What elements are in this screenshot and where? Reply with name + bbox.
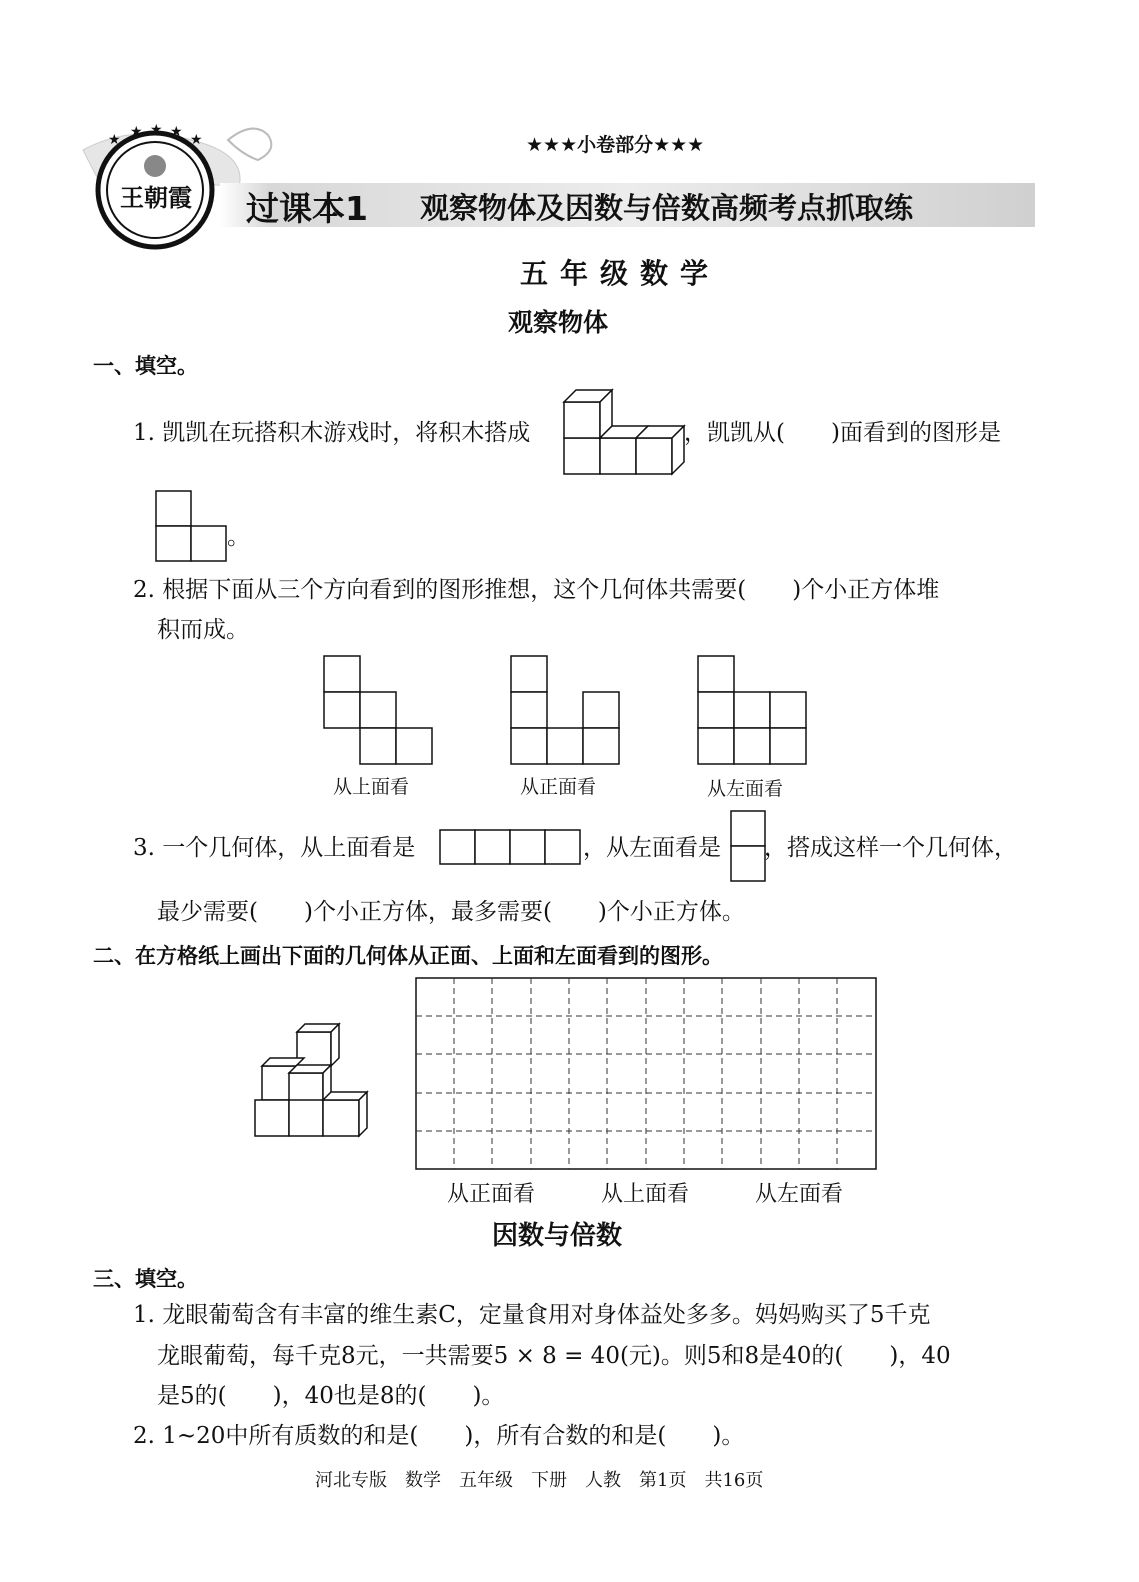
view-shape-figure [155,490,230,562]
grid-caption-left: 从左面看 [755,1182,844,1207]
section3-heading: 三、填空。 [93,1267,198,1291]
question-3-1-line2: 龙眼葡萄，每千克8元，一共需要5 × 8 = 40(元)。则5和8是40的( )，40 [157,1343,951,1369]
page-title: 五年级数学 [520,257,721,290]
question-3-2: 2. 1~20中所有质数的和是( )，所有合数的和是( )。 [133,1423,745,1449]
caption-left-view: 从左面看 [707,778,784,800]
svg-text:★: ★ [150,122,163,138]
top-view-figure [323,655,433,765]
question-1-1-text-b: ，凯凯从( )面看到的图形是 [684,420,1001,446]
front-view-figure [510,655,620,765]
part1-title: 观察物体 [508,308,609,337]
section2-heading: 二、在方格纸上画出下面的几何体从正面、上面和左面看到的图形。 [93,944,723,968]
caption-top-view: 从上面看 [333,776,410,798]
grid-caption-front: 从正面看 [447,1182,536,1207]
four-squares-row-figure [439,829,581,865]
svg-text:★: ★ [108,132,121,148]
cube-stack-figure [252,1022,377,1142]
left-view-figure [697,655,807,765]
question-1-1-end: 。 [227,524,250,550]
question-3-1-line3: 是5的( )，40也是8的( )。 [157,1383,505,1409]
svg-text:★: ★ [130,124,143,140]
dotted-grid-paper[interactable] [415,977,877,1170]
lesson-title: 观察物体及因数与倍数高频考点抓取练 [420,191,914,225]
caption-front-view: 从正面看 [520,776,597,798]
question-1-3-text-a: 3. 一个几何体，从上面看是 [133,835,416,861]
svg-text:★: ★ [190,132,203,148]
section1-heading: 一、填空。 [93,354,198,378]
header-tag: ★★★小卷部分★★★ [526,134,705,156]
question-1-3-text-c: ，搭成这样一个几何体， [764,835,1017,861]
question-1-1-text-a: 1. 凯凯在玩搭积木游戏时，将积木搭成 [133,420,531,446]
block-structure-figure [564,388,684,476]
question-1-2-line2: 积而成。 [157,617,249,643]
part2-title: 因数与倍数 [492,1221,623,1251]
question-1-3-line2: 最少需要( )个小正方体，最多需要( )个小正方体。 [157,899,745,925]
grid-caption-top: 从上面看 [601,1182,690,1207]
page-footer: 河北专版 数学 五年级 下册 人教 第1页 共16页 [315,1470,764,1491]
question-3-1-line1: 1. 龙眼葡萄含有丰富的维生素C，定量食用对身体益处多多。妈妈购买了5千克 [133,1302,931,1328]
lesson-number: 过课本1 [246,189,368,228]
question-1-3-text-b: ，从左面看是 [583,835,721,861]
logo-text: 王朝霞 [120,183,192,212]
question-1-2-line1: 2. 根据下面从三个方向看到的图形推想，这个几何体共需要( )个小正方体堆 [133,577,940,603]
two-squares-column-figure [730,810,766,882]
svg-text:★: ★ [170,124,183,140]
